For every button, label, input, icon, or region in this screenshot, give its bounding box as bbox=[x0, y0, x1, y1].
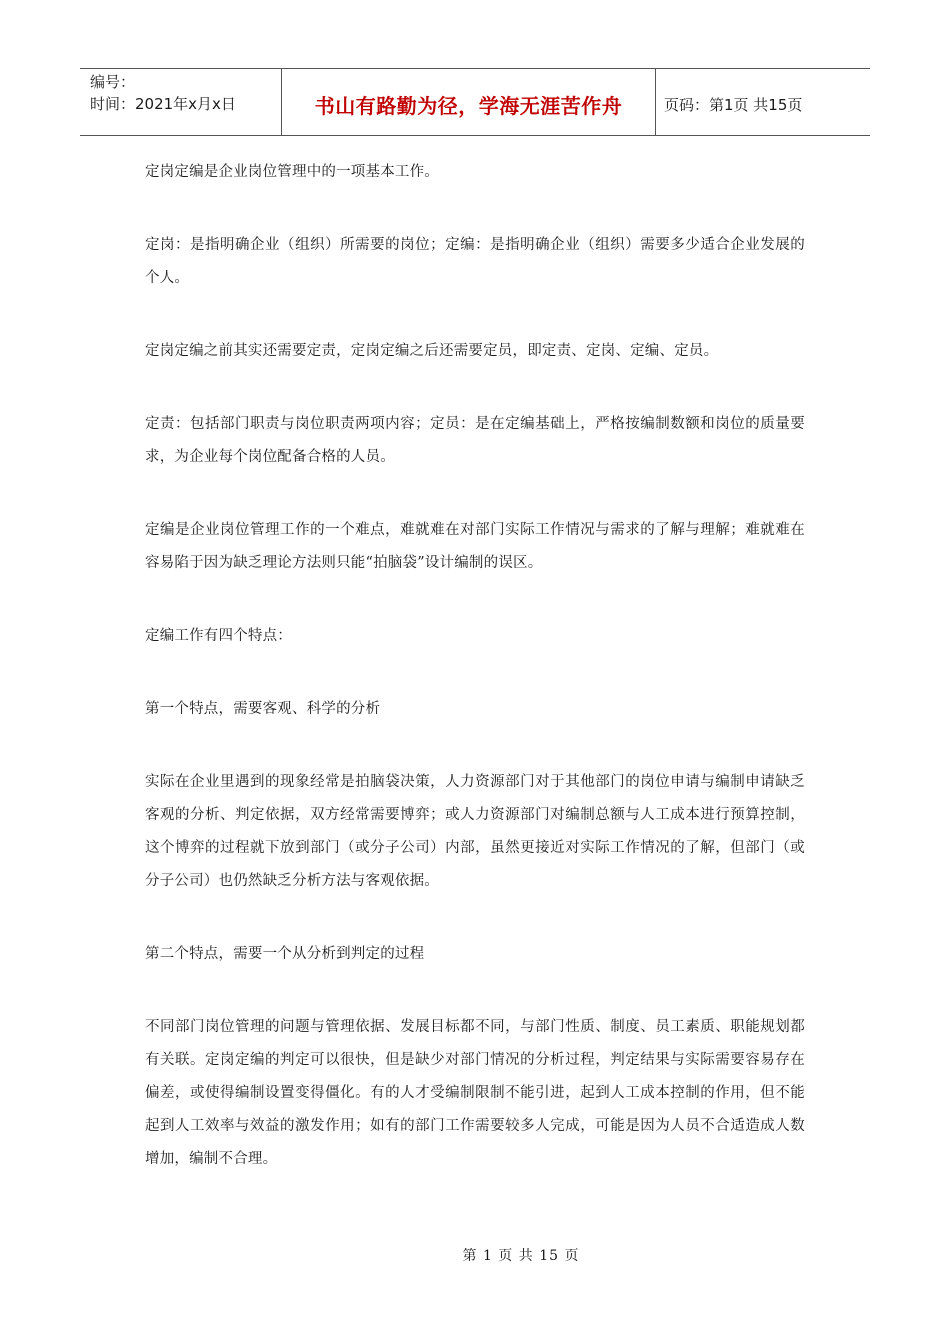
paragraph: 定责：包括部门职责与岗位职责两项内容；定员：是在定编基础上，严格按编制数额和岗位的质量要求，为企业每个岗位配备合格的人员。 bbox=[145, 416, 805, 465]
paragraph: 定岗：是指明确企业（组织）所需要的岗位；定编：是指明确企业（组织）需要多少适合企业发展的个人。 bbox=[145, 237, 805, 286]
paragraph: 定岗定编是企业岗位管理中的一项基本工作。 bbox=[145, 164, 439, 180]
header-page-cell bbox=[656, 69, 870, 135]
page-header bbox=[80, 68, 870, 136]
paragraph: 定编工作有四个特点： bbox=[145, 628, 292, 644]
header-page-number: 页码：第1页 共15页 bbox=[664, 95, 803, 114]
paragraph: 不同部门岗位管理的问题与管理依据、发展目标都不同，与部门性质、制度、员工素质、职能规划都有关联。定岗定编的判定可以很快，但是缺少对部门情况的分析过程，判定结果与实际需要容易存在偏差，或使得编制设置变得僵化。有的人才受编制限制不能引进，起到人工成本控制的作用，但不能起到人工效率与效益的激发作用；如有的部门工作需要较多人完成，可能是因为人员不合适造成人数增加，编制不合理。 bbox=[145, 1019, 805, 1167]
document-date-label: 时间：2021年x月x日 bbox=[90, 95, 236, 113]
footer-page-number: 第 1 页 共 15 页 bbox=[462, 1248, 580, 1264]
header-meta-cell bbox=[80, 69, 282, 135]
document-number-label: 编号： bbox=[90, 73, 136, 91]
header-motto-cell bbox=[282, 69, 656, 135]
page-footer bbox=[0, 1245, 950, 1265]
section-heading: 第二个特点，需要一个从分析到判定的过程 bbox=[145, 946, 425, 962]
section-heading: 第一个特点，需要客观、科学的分析 bbox=[145, 701, 381, 717]
paragraph: 定岗定编之前其实还需要定责，定岗定编之后还需要定员，即定责、定岗、定编、定员。 bbox=[145, 343, 719, 359]
paragraph: 实际在企业里遇到的现象经常是拍脑袋决策，人力资源部门对于其他部门的岗位申请与编制申请缺乏客观的分析、判定依据，双方经常需要博弈；或人力资源部门对编制总额与人工成本进行预算控制，这个博弈的过程就下放到部门（或分子公司）内部，虽然更接近对实际工作情况的了解，但部门（或分子公司）也仍然缺乏分析方法与客观依据。 bbox=[145, 774, 805, 889]
header-motto: 书山有路勤为径，学海无涯苦作舟 bbox=[314, 93, 623, 118]
document-body bbox=[145, 156, 805, 1176]
paragraph: 定编是企业岗位管理工作的一个难点，难就难在对部门实际工作情况与需求的了解与理解；难就难在容易陷于因为缺乏理论方法则只能“拍脑袋”设计编制的误区。 bbox=[145, 522, 805, 571]
